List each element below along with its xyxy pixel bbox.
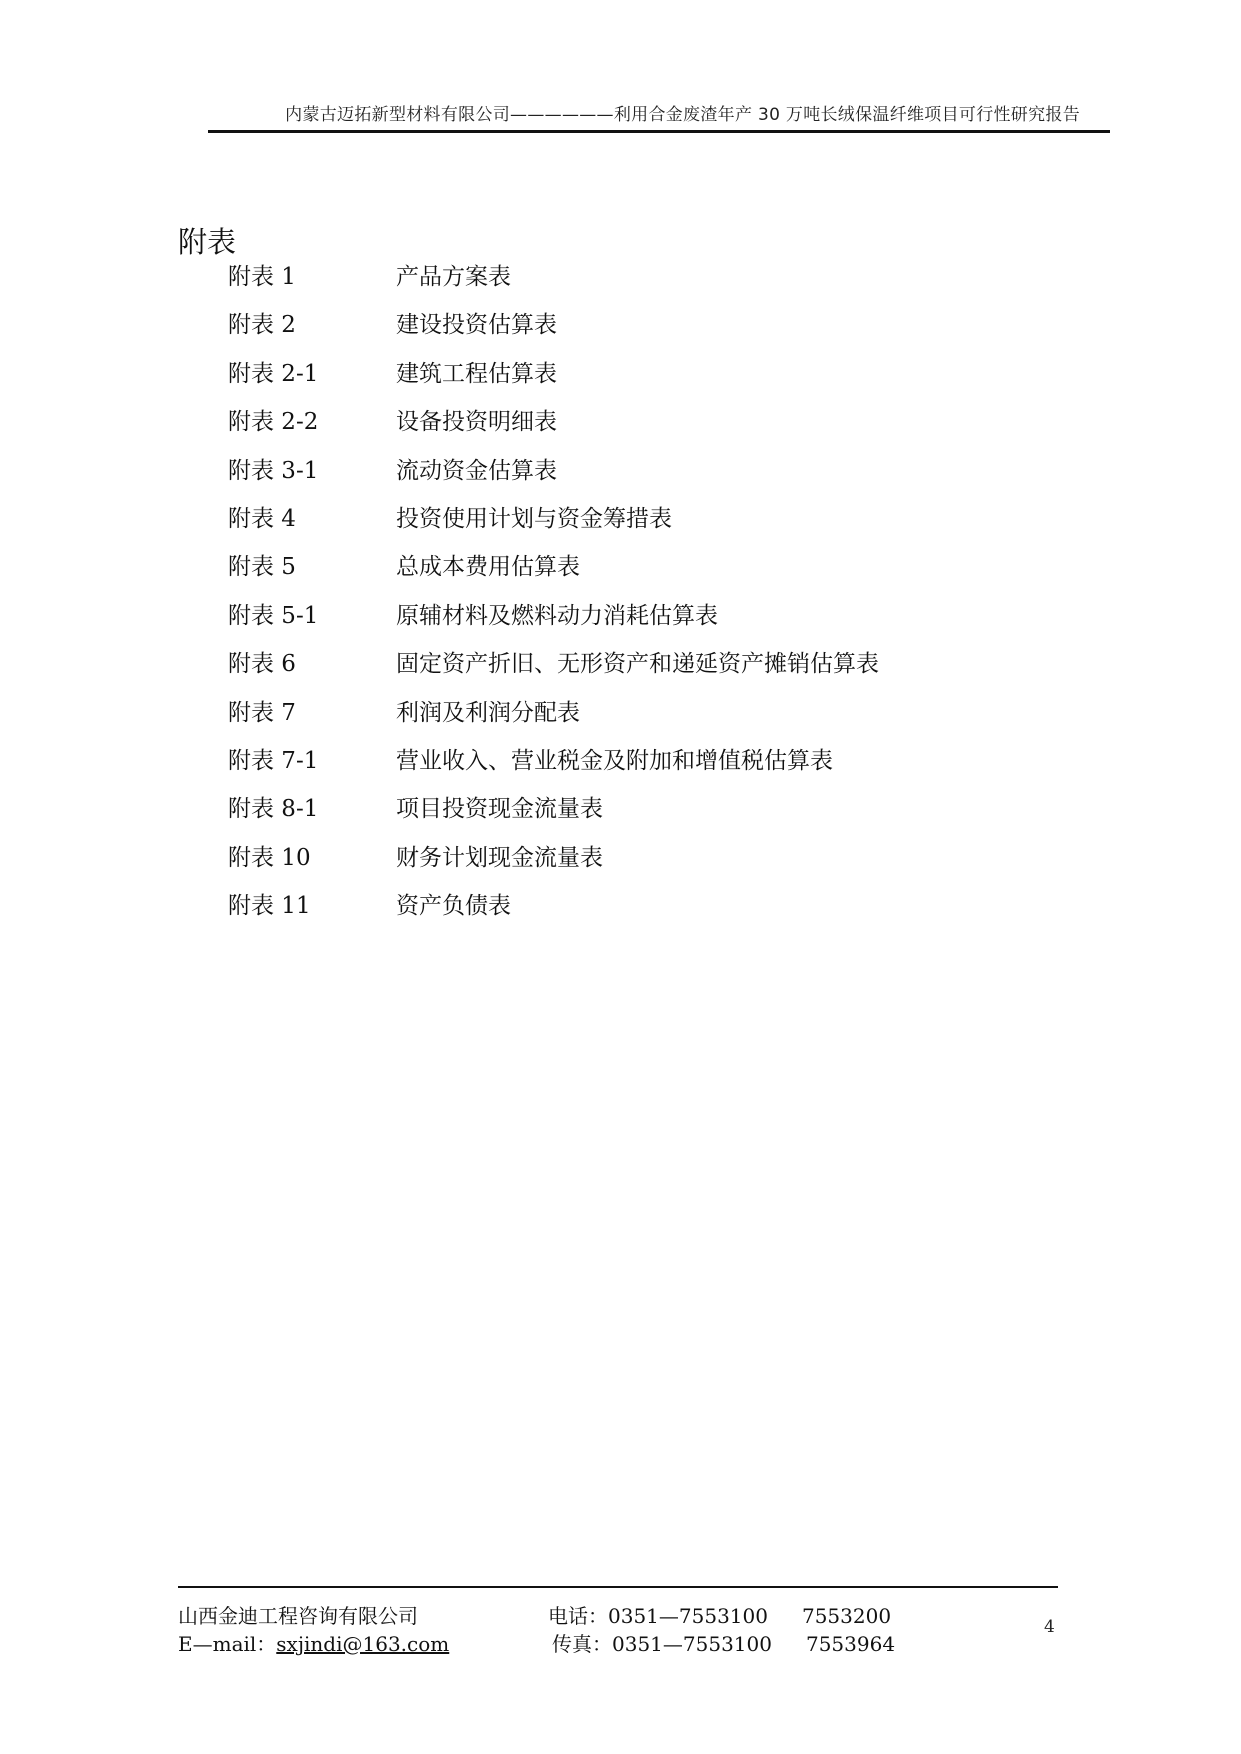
appendix-title: 固定资产折旧、无形资产和递延资产摊销估算表 [396, 651, 879, 678]
appendix-code: 附表 7-1 [228, 747, 319, 774]
header-divider [208, 130, 1110, 133]
appendix-table-list [228, 258, 879, 935]
appendix-code: 附表 2 [228, 312, 296, 339]
footer-email [178, 1628, 449, 1657]
appendix-title: 建筑工程估算表 [396, 360, 557, 387]
fax-number-extra: 7553964 [805, 1632, 896, 1656]
appendix-title: 营业收入、营业税金及附加和增值税估算表 [396, 747, 833, 774]
list-item [228, 500, 879, 548]
appendix-code: 附表 7 [228, 699, 296, 726]
fax-number: 传真：0351—7553100 [552, 1632, 772, 1656]
appendix-title: 资产负债表 [396, 893, 511, 920]
appendix-title: 财务计划现金流量表 [396, 844, 603, 871]
appendix-title: 建设投资估算表 [396, 312, 557, 339]
phone-number-extra: 7553200 [801, 1604, 892, 1628]
appendix-title: 投资使用计划与资金筹措表 [396, 505, 672, 532]
appendix-code: 附表 5 [228, 554, 296, 581]
section-title: 附表 [178, 225, 237, 259]
appendix-code: 附表 2-1 [228, 360, 319, 387]
appendix-title: 流动资金估算表 [396, 457, 557, 484]
running-header: 内蒙古迈拓新型材料有限公司——————利用合金废渣年产 30 万吨长绒保温纤维项目可行性研究报告 [285, 105, 1080, 125]
appendix-title: 产品方案表 [396, 264, 511, 290]
appendix-title: 原辅材料及燃料动力消耗估算表 [396, 602, 718, 629]
list-item [228, 790, 879, 838]
appendix-title: 设备投资明细表 [396, 409, 557, 436]
list-item [228, 355, 879, 403]
appendix-code: 附表 3-1 [228, 457, 319, 484]
appendix-code: 附表 1 [228, 264, 296, 290]
appendix-title: 项目投资现金流量表 [396, 796, 603, 823]
footer-fax [552, 1628, 895, 1657]
appendix-code: 附表 11 [228, 893, 311, 920]
list-item [228, 694, 879, 742]
appendix-code: 附表 4 [228, 505, 296, 532]
list-item [228, 258, 879, 306]
appendix-code: 附表 2-2 [228, 409, 319, 436]
appendix-code: 附表 5-1 [228, 602, 319, 629]
list-item [228, 887, 879, 935]
email-link[interactable]: sxjindi@163.com [276, 1632, 450, 1656]
list-item [228, 597, 879, 645]
list-item [228, 548, 879, 596]
list-item [228, 645, 879, 693]
email-label: E—mail： [178, 1632, 277, 1656]
footer-phone [548, 1600, 891, 1629]
appendix-title: 利润及利润分配表 [396, 699, 580, 726]
phone-number: 电话：0351—7553100 [548, 1604, 768, 1628]
page-number: 4 [1044, 1617, 1055, 1637]
appendix-code: 附表 10 [228, 844, 311, 871]
footer-divider [178, 1586, 1058, 1588]
footer-company: 山西金迪工程咨询有限公司 [178, 1604, 418, 1628]
appendix-title: 总成本费用估算表 [396, 554, 580, 581]
appendix-code: 附表 8-1 [228, 796, 319, 823]
list-item [228, 742, 879, 790]
list-item [228, 306, 879, 354]
list-item [228, 452, 879, 500]
list-item [228, 403, 879, 451]
list-item [228, 839, 879, 887]
appendix-code: 附表 6 [228, 651, 296, 678]
